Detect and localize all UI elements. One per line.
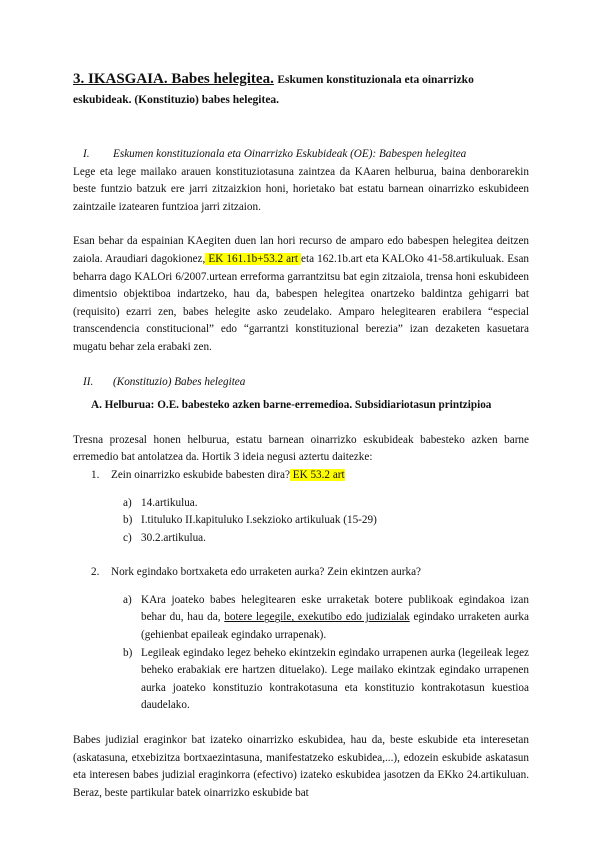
list-item: b) Legileak egindako legez beheko ekintzekin egindako urrapenen aurka (legeileak legez beheko erabakiak ere hartzen dituelako). Lege mailako ekintzak egindako urrapenen aurka joateko konstituzio kontrakotasuna eta konstituzio kontrakotasun kuestioa daudelako. (123, 646, 529, 712)
question-2-list (123, 592, 529, 715)
paragraph: Esan behar da espainian KAegiten duen lan hori recurso de amparo edo babespen helegitea deitzen zaiola. Araudiari dagokionez, EK 161.1b+53.2 art eta 162.1b.art eta KALOko 41-58.artikuluak. Esan beharra dago KALOri 6/2007.urtean erreforma garrantzitsu bat egin zitzaiola, trensa honi eskubideen dimentsio objektiboa indartzeko, hau da, babespen helegitea onartzeko baldintza gehigarri bat (requisito) ezarri zen, babes helegite asko zeudelako. Amparo helegitearen erabilera “especial transcendencia constitucional” edo “garrantzi konstituzional berezia” izan dezaketen kasuetara mugatu behar zela erabaki zen. (73, 235, 529, 353)
list-item: b) I.tituluko II.kapituluko I.sekzioko artikuluak (15-29) (123, 514, 377, 527)
highlighted-reference: EK 161.1b+53.2 art (205, 252, 302, 265)
section-number: II. (83, 375, 94, 388)
highlighted-reference: EK 53.2 art (289, 468, 345, 481)
lesson-title-main: 3. IKASGAIA. Babes helegitea. (73, 71, 274, 87)
lesson-title-sub: Eskumen konstituzionala eta oinarrizko eskubideak. (Konstituzio) babes helegitea. (73, 74, 474, 106)
underlined-text: botere legegile, exekutibo edo judizialak (224, 611, 410, 624)
section-title: (Konstituzio) Babes helegitea (113, 375, 246, 388)
subsection-heading: A. Helburua: O.E. babesteko azken barne-erremedioa. Subsidiariotasun printzipioa (91, 399, 492, 412)
paragraph: Babes judizial eraginkor bat izateko oinarrizko eskubidea, hau da, beste eskubide eta interesetan (askatasuna, etxebizitza bortxaezintasuna, manifestatzeko eskubidea,...), edozein eskubide askatasun eta interesen babes judizial eraginkorra (efectivo) izateko eskubidea jasotzen da EKko 24.artikuluan. Beraz, beste partikular batek oinarrizko eskubide bat (73, 734, 529, 799)
section-heading-1 (83, 146, 529, 164)
paragraph: Tresna prozesal honen helburua, estatu barnean oinarrizko eskubideak babesteko azken barne erremedio bat antolatzea da. Hortik 3 ideia negusi aztertu daitezke: (73, 433, 529, 464)
list-item: a) KAra joateko babes helegitearen eske urraketak botere publikoak egindakoa izan behar du, hau da, botere legegile, exekutibo edo judizialak egindako urraketen aurka (gehienbat epaileak egindako urrapenak). (123, 593, 529, 642)
section-number: I. (83, 148, 90, 160)
question-2: 2. Nork egindako bortxaketa edo urraketen aurka? Zein ekintzen aurka? (91, 566, 421, 579)
list-item: c) 30.2.artikulua. (123, 531, 206, 544)
list-item: a) 14.artikulua. (123, 496, 198, 509)
document-page (73, 70, 529, 802)
paragraph: Lege eta lege mailako arauen konstituziotasuna zaintzea da KAaren helburua, baina denborarekin beste funtzio batzuk ere jarri zitzaizkion honi, horietako bat estatu barnean oinarrizko eskubideen zaintzaile izatearen funtzioa jarri zitzaion. (73, 165, 529, 213)
question-1-list (123, 495, 529, 548)
lesson-title (73, 70, 529, 110)
question-1: 1. Zein oinarrizko eskubide babesten dira? EK 53.2 art (91, 468, 345, 481)
section-title: Eskumen konstituzionala eta Oinarrizko Eskubideak (OE): Babespen helegitea (113, 148, 467, 160)
section-heading-2 (83, 374, 529, 392)
